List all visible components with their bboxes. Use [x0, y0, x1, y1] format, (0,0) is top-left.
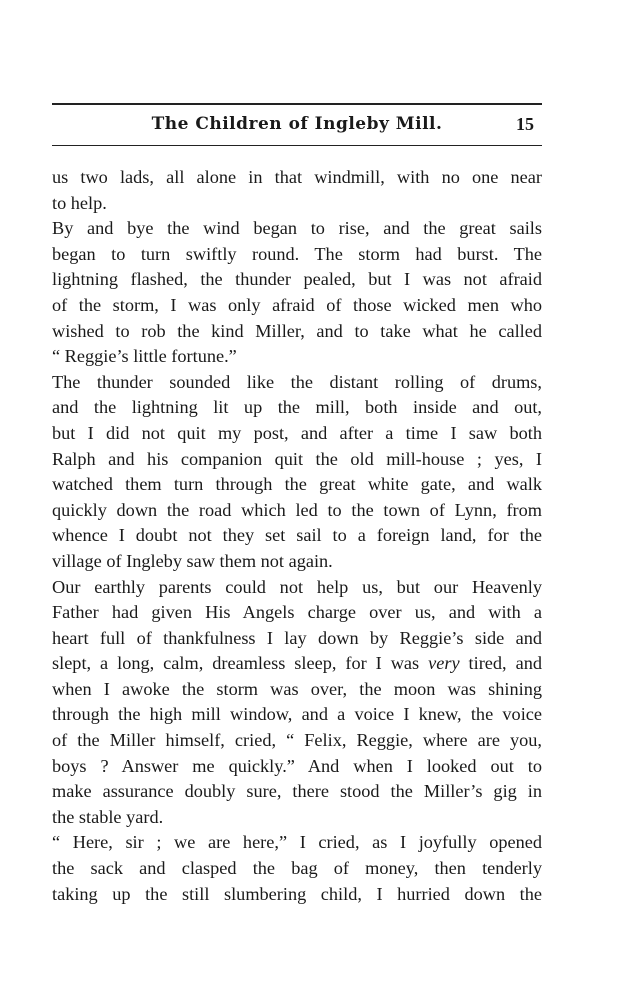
text-line: lightning flashed, the thunder pealed, but I was not afraid — [52, 269, 542, 290]
text-line: “ Reggie’s little fortune.” — [52, 346, 237, 367]
text-line: Ralph and his companion quit the old mill-house ; yes, I — [52, 448, 542, 469]
text-line: of the storm, I was only afraid of those wicked men who — [52, 294, 542, 315]
text-line: the sack and clasped the bag of money, then tenderly — [52, 858, 542, 879]
page-number: 15 — [516, 114, 534, 134]
running-head — [52, 112, 542, 142]
header-rule-top — [52, 103, 542, 105]
text-line: village of Ingleby saw them not again. — [52, 550, 333, 571]
text-line: quickly down the road which led to the town of Lynn, from — [52, 499, 542, 520]
text-line: the stable yard. — [52, 806, 164, 827]
text-line: heart full of thankfulness I lay down by Reggie’s side and — [52, 627, 542, 648]
text-segment: slept, a long, calm, dreamless sleep, for I was — [52, 653, 429, 674]
body-text — [52, 165, 542, 907]
emphasis-text: very — [428, 653, 460, 674]
text-line: when I awoke the storm was over, the moon was shining — [52, 678, 542, 699]
text-line: watched them turn through the great white gate, and walk — [52, 474, 542, 495]
text-line: boys ? Answer me quickly.” And when I looked out to — [52, 755, 542, 776]
text-line: wished to rob the kind Miller, and to take what he called — [52, 320, 542, 341]
text-segment: tired, and — [459, 653, 542, 674]
text-line: to help. — [52, 192, 107, 213]
text-line: Father had given His Angels charge over us, and with a — [52, 602, 542, 623]
running-title: The Children of Ingleby Mill. — [151, 114, 443, 134]
text-line: through the high mill window, and a voice I knew, the voice — [52, 704, 542, 725]
text-line: By and bye the wind began to rise, and the great sails — [52, 218, 542, 239]
header-rule-bottom — [52, 145, 542, 146]
text-line: but I did not quit my post, and after a time I saw both — [52, 422, 542, 443]
text-line: and the lightning lit up the mill, both inside and out, — [52, 397, 542, 418]
text-line — [52, 651, 542, 677]
text-line: make assurance doubly sure, there stood the Miller’s gig in — [52, 781, 542, 802]
text-line: whence I doubt not they set sail to a foreign land, for the — [52, 525, 542, 546]
text-line: began to turn swiftly round. The storm had burst. The — [52, 243, 542, 264]
text-line: us two lads, all alone in that windmill, with no one near — [52, 167, 542, 187]
text-line: taking up the still slumbering child, I hurried down the — [52, 883, 542, 904]
text-line: “ Here, sir ; we are here,” I cried, as I joyfully opened — [52, 832, 542, 853]
text-line: The thunder sounded like the distant rolling of drums, — [52, 371, 542, 392]
text-line: of the Miller himself, cried, “ Felix, Reggie, where are you, — [52, 730, 542, 751]
text-line: Our earthly parents could not help us, but our Heavenly — [52, 576, 542, 597]
